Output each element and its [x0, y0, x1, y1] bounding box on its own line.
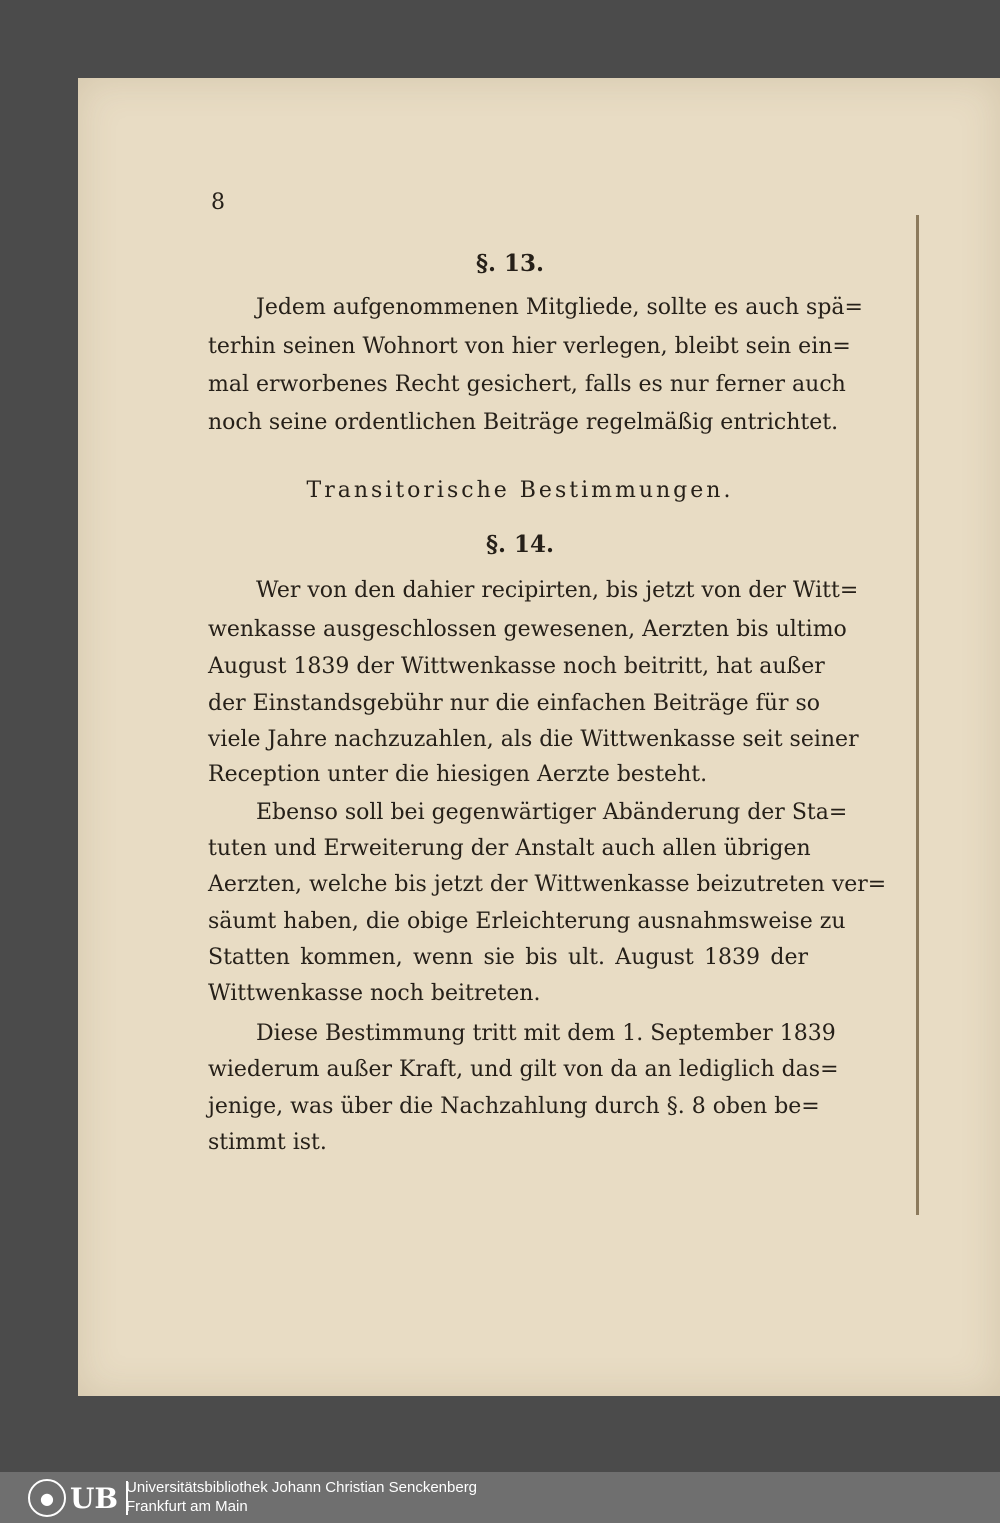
section-14-heading: §. 14. [485, 531, 555, 558]
section-14-line: viele Jahre nachzuzahlen, als die Wittwenkasse seit seiner [208, 727, 859, 752]
section-14-line: Statten kommen, wenn sie bis ult. August 1839 der [208, 945, 808, 970]
section-13-heading: §. 13. [475, 250, 545, 277]
section-14-line: Ebenso soll bei gegenwärtiger Abänderung der Sta= [256, 800, 848, 825]
section-14-line: August 1839 der Wittwenkasse noch beitritt, hat außer [208, 654, 825, 679]
section-14-line: stimmt ist. [208, 1130, 327, 1155]
section-13-line: terhin seinen Wohnort von hier verlegen, bleibt sein ein= [208, 334, 851, 359]
logo-text: UB [70, 1481, 119, 1515]
section-14-line: Wer von den dahier recipirten, bis jetzt von der Witt= [256, 578, 859, 603]
section-14-line: wiederum außer Kraft, und gilt von da an lediglich das= [208, 1057, 839, 1082]
library-logo[interactable] [28, 1480, 128, 1516]
library-city: Frankfurt am Main [126, 1498, 248, 1515]
seal-icon: ● [28, 1479, 66, 1517]
section-14-line: Reception unter die hiesigen Aerzte besteht. [208, 762, 708, 787]
section-14-line: Aerzten, welche bis jetzt der Wittwenkasse beizutreten ver= [208, 872, 887, 897]
section-14-line: der Einstandsgebühr nur die einfachen Beiträge für so [208, 691, 820, 716]
section-14-line: wenkasse ausgeschlossen gewesenen, Aerzten bis ultimo [208, 617, 847, 642]
section-14-line: Wittwenkasse noch beitreten. [208, 981, 541, 1006]
section-14-line: säumt haben, die obige Erleichterung ausnahmsweise zu [208, 909, 846, 934]
section-13-line: mal erworbenes Recht gesichert, falls es nur ferner auch [208, 372, 846, 397]
library-name: Universitätsbibliothek Johann Christian Senckenberg [126, 1479, 478, 1496]
footer-bar [0, 1472, 1000, 1523]
section-14-line: tuten und Erweiterung der Anstalt auch allen übrigen [208, 836, 811, 861]
transitional-provisions-title: Transitorische Bestimmungen. [306, 478, 734, 503]
page-number: 8 [211, 190, 225, 215]
section-13-line: noch seine ordentlichen Beiträge regelmäßig entrichtet. [208, 410, 839, 435]
section-14-line: jenige, was über die Nachzahlung durch §. 8 oben be= [208, 1094, 820, 1119]
section-14-line: Diese Bestimmung tritt mit dem 1. September 1839 [256, 1021, 836, 1046]
section-13-line: Jedem aufgenommenen Mitgliede, sollte es auch spä= [256, 295, 863, 320]
page-edge [916, 215, 931, 1215]
